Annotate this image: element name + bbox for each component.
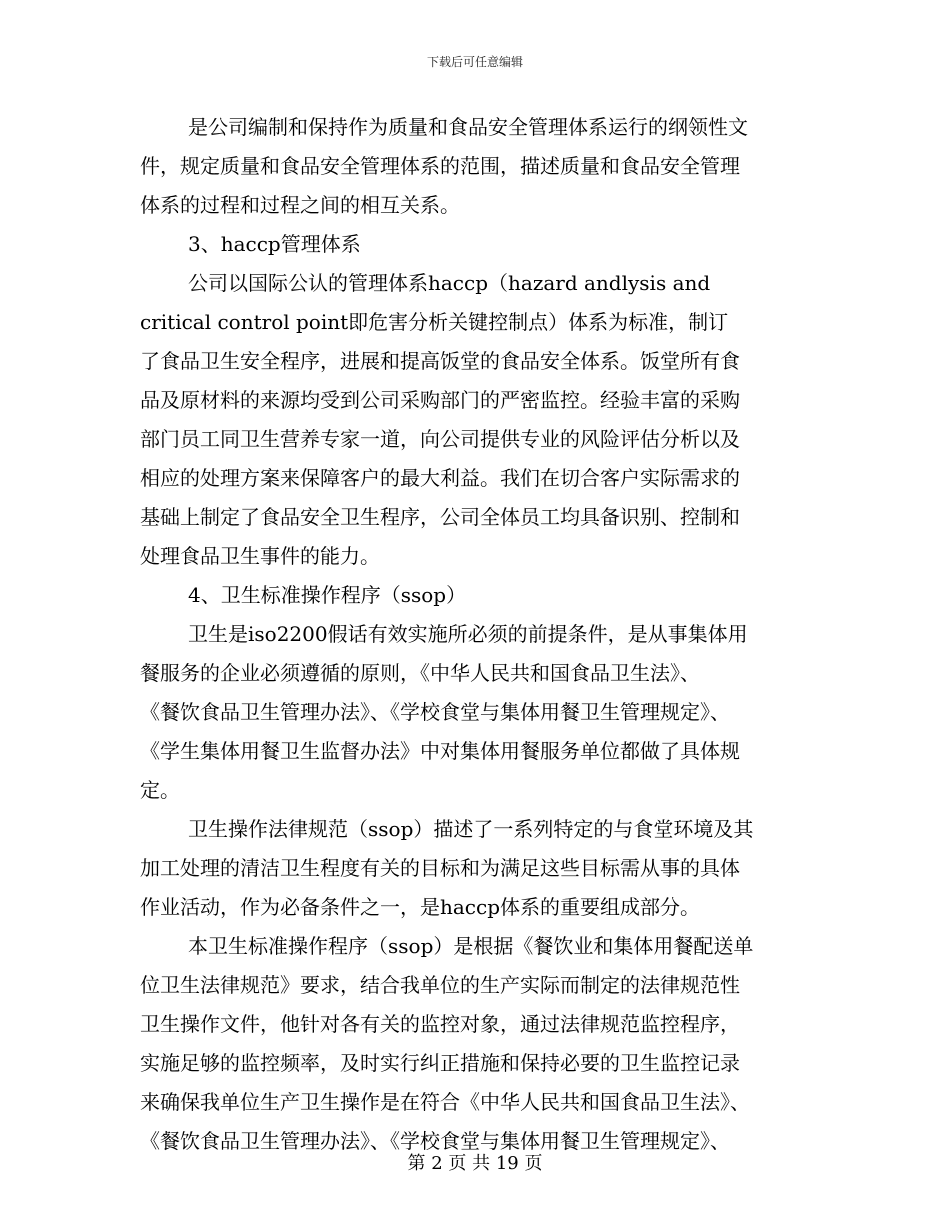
paragraph-line: 《餐饮食品卫生管理办法》、《学校食堂与集体用餐卫生管理规定》、 [140, 1129, 730, 1153]
paragraph-line: 餐服务的企业必须遵循的原则，《中华人民共和国食品卫生法》、 [140, 661, 700, 685]
paragraph-line: 处理食品卫生事件的能力。 [140, 544, 380, 568]
paragraph-line: 了食品卫生安全程序，进展和提高饭堂的食品安全体系。饭堂所有食 [140, 349, 740, 373]
paragraph-line: 是公司编制和保持作为质量和食品安全管理体系运行的纲领性文 [188, 115, 748, 139]
paragraph-line: critical control point即危害分析关键控制点）体系为标准，制订 [140, 310, 729, 334]
paragraph-line: 定。 [140, 778, 180, 802]
paragraph-line: 基础上制定了食品安全卫生程序，公司全体员工均具备识别、控制和 [140, 505, 740, 529]
paragraph-line: 作业活动，作为必备条件之一，是haccp体系的重要组成部分。 [140, 895, 701, 919]
paragraph-line: 实施足够的监控频率，及时实行纠正措施和保持必要的卫生监控记录 [140, 1051, 740, 1075]
paragraph-line: 《餐饮食品卫生管理办法》、《学校食堂与集体用餐卫生管理规定》、 [140, 700, 730, 724]
paragraph-line: 品及原材料的来源均受到公司采购部门的严密监控。经验丰富的采购 [140, 388, 740, 412]
paragraph-line: 相应的处理方案来保障客户的最大利益。我们在切合客户实际需求的 [140, 466, 740, 490]
paragraph-line: 卫生操作法律规范（ssop）描述了一系列特定的与食堂环境及其 [188, 817, 754, 841]
paragraph-line: 本卫生标准操作程序（ssop）是根据《餐饮业和集体用餐配送单 [188, 934, 754, 958]
section-heading: 4、卫生标准操作程序（ssop） [188, 583, 467, 607]
paragraph-line: 卫生操作文件，他针对各有关的监控对象，通过法律规范监控程序， [140, 1012, 740, 1036]
paragraph-line: 《学生集体用餐卫生监督办法》中对集体用餐服务单位都做了具体规 [140, 739, 740, 763]
paragraph-line: 位卫生法律规范》要求，结合我单位的生产实际而制定的法律规范性 [140, 973, 740, 997]
paragraph-line: 加工处理的清洁卫生程度有关的目标和为满足这些目标需从事的具体 [140, 856, 740, 880]
page-header: 下载后可任意编辑 [426, 55, 523, 69]
paragraph-line: 部门员工同卫生营养专家一道，向公司提供专业的风险评估分析以及 [140, 427, 740, 451]
paragraph-line: 来确保我单位生产卫生操作是在符合《中华人民共和国食品卫生法》、 [140, 1090, 750, 1114]
paragraph-line: 公司以国际公认的管理体系haccp（hazard andlysis and [188, 271, 711, 295]
document-body [140, 108, 815, 1161]
paragraph-line: 件，规定质量和食品安全管理体系的范围，描述质量和食品安全管理 [140, 154, 740, 178]
section-heading: 3、haccp管理体系 [188, 232, 361, 256]
paragraph-line: 卫生是iso2200假话有效实施所必须的前提条件，是从事集体用 [188, 622, 748, 646]
paragraph-line: 体系的过程和过程之间的相互关系。 [140, 193, 460, 217]
page-number: 第 2 页 共 19 页 [407, 1153, 543, 1174]
